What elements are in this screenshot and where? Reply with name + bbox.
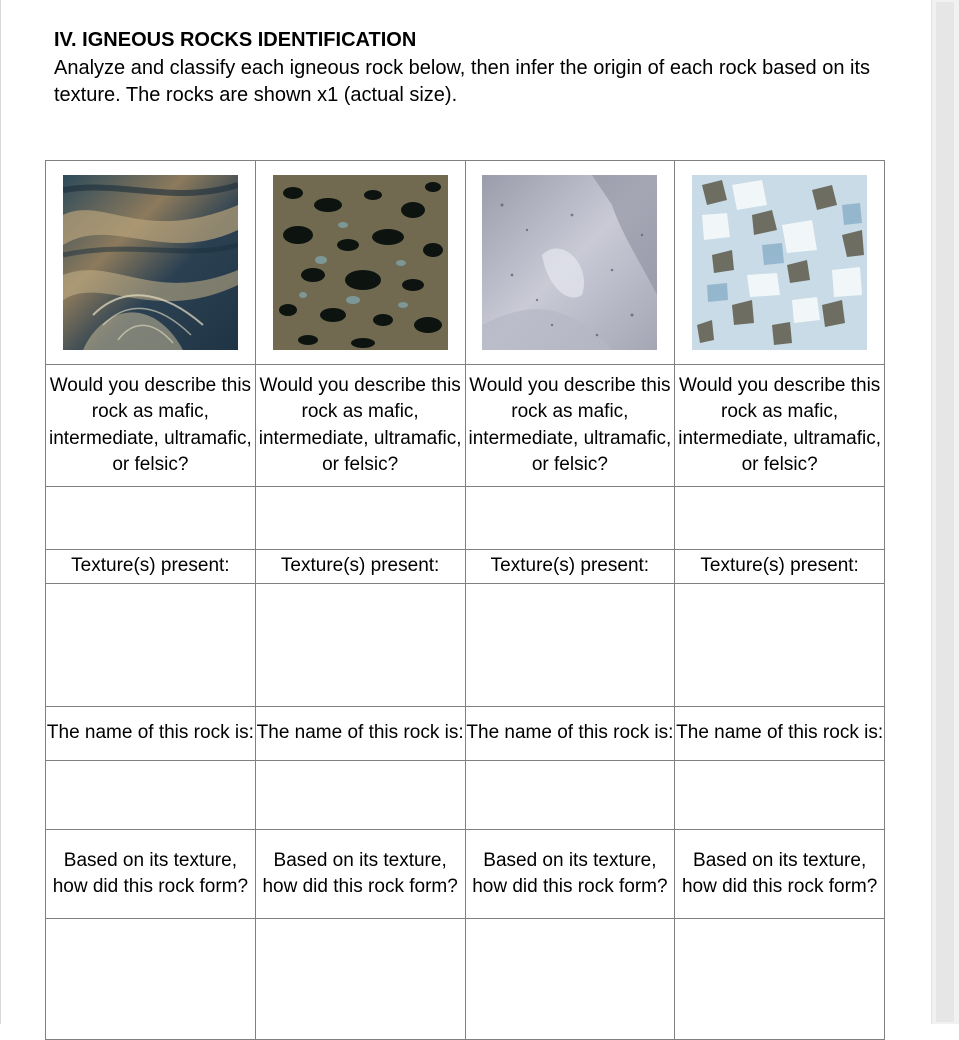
section-instructions: Analyze and classify each igneous rock below, then infer the origin of each rock based on its texture. The rocks are shown x1 (actual size). — [54, 57, 871, 106]
formation-question-4: Based on its texture, how did this rock form? — [675, 830, 885, 919]
section-title: IV. IGNEOUS ROCKS IDENTIFICATION — [54, 29, 417, 51]
composition-question-3: Would you describe this rock as mafic, intermediate, ultramafic, or felsic? — [465, 365, 675, 487]
rock-image-cell-3 — [465, 161, 675, 365]
rock-photo-3 — [482, 175, 657, 350]
composition-answer-4[interactable] — [675, 487, 885, 550]
formation-question-2: Based on its texture, how did this rock form? — [255, 830, 465, 919]
rock-name-answer-4[interactable] — [675, 761, 885, 830]
rock-name-label-4: The name of this rock is: — [675, 707, 885, 761]
rock-name-label-1: The name of this rock is: — [46, 707, 256, 761]
rock-name-answer-3[interactable] — [465, 761, 675, 830]
scrollbar-thumb[interactable] — [936, 2, 954, 1022]
formation-answer-2[interactable] — [255, 919, 465, 1040]
texture-answer-row — [46, 584, 885, 707]
formation-answer-4[interactable] — [675, 919, 885, 1040]
composition-answer-row — [46, 487, 885, 550]
texture-label-3: Texture(s) present: — [465, 550, 675, 584]
page-edge — [0, 0, 1, 1024]
formation-answer-3[interactable] — [465, 919, 675, 1040]
composition-question-4: Would you describe this rock as mafic, intermediate, ultramafic, or felsic? — [675, 365, 885, 487]
rock-name-answer-2[interactable] — [255, 761, 465, 830]
texture-label-4: Texture(s) present: — [675, 550, 885, 584]
rock-photo-1 — [63, 175, 238, 350]
texture-answer-1[interactable] — [46, 584, 256, 707]
composition-answer-3[interactable] — [465, 487, 675, 550]
rock-name-answer-row — [46, 761, 885, 830]
texture-answer-4[interactable] — [675, 584, 885, 707]
texture-label-1: Texture(s) present: — [46, 550, 256, 584]
rock-name-label-2: The name of this rock is: — [255, 707, 465, 761]
formation-question-1: Based on its texture, how did this rock form? — [46, 830, 256, 919]
composition-question-1: Would you describe this rock as mafic, intermediate, ultramafic, or felsic? — [46, 365, 256, 487]
rock-images-row — [46, 161, 885, 365]
composition-question-row — [46, 365, 885, 487]
texture-label-row — [46, 550, 885, 584]
texture-answer-2[interactable] — [255, 584, 465, 707]
rock-photo-4 — [692, 175, 867, 350]
rock-photo-2 — [273, 175, 448, 350]
rock-image-cell-1 — [46, 161, 256, 365]
composition-answer-2[interactable] — [255, 487, 465, 550]
formation-question-row — [46, 830, 885, 919]
formation-answer-1[interactable] — [46, 919, 256, 1040]
rock-image-cell-2 — [255, 161, 465, 365]
composition-answer-1[interactable] — [46, 487, 256, 550]
rock-identification-table — [45, 160, 885, 1040]
texture-label-2: Texture(s) present: — [255, 550, 465, 584]
texture-answer-3[interactable] — [465, 584, 675, 707]
formation-question-3: Based on its texture, how did this rock form? — [465, 830, 675, 919]
rock-image-cell-4 — [675, 161, 885, 365]
composition-question-2: Would you describe this rock as mafic, intermediate, ultramafic, or felsic? — [255, 365, 465, 487]
rock-name-label-row — [46, 707, 885, 761]
formation-answer-row — [46, 919, 885, 1040]
rock-name-label-3: The name of this rock is: — [465, 707, 675, 761]
rock-name-answer-1[interactable] — [46, 761, 256, 830]
